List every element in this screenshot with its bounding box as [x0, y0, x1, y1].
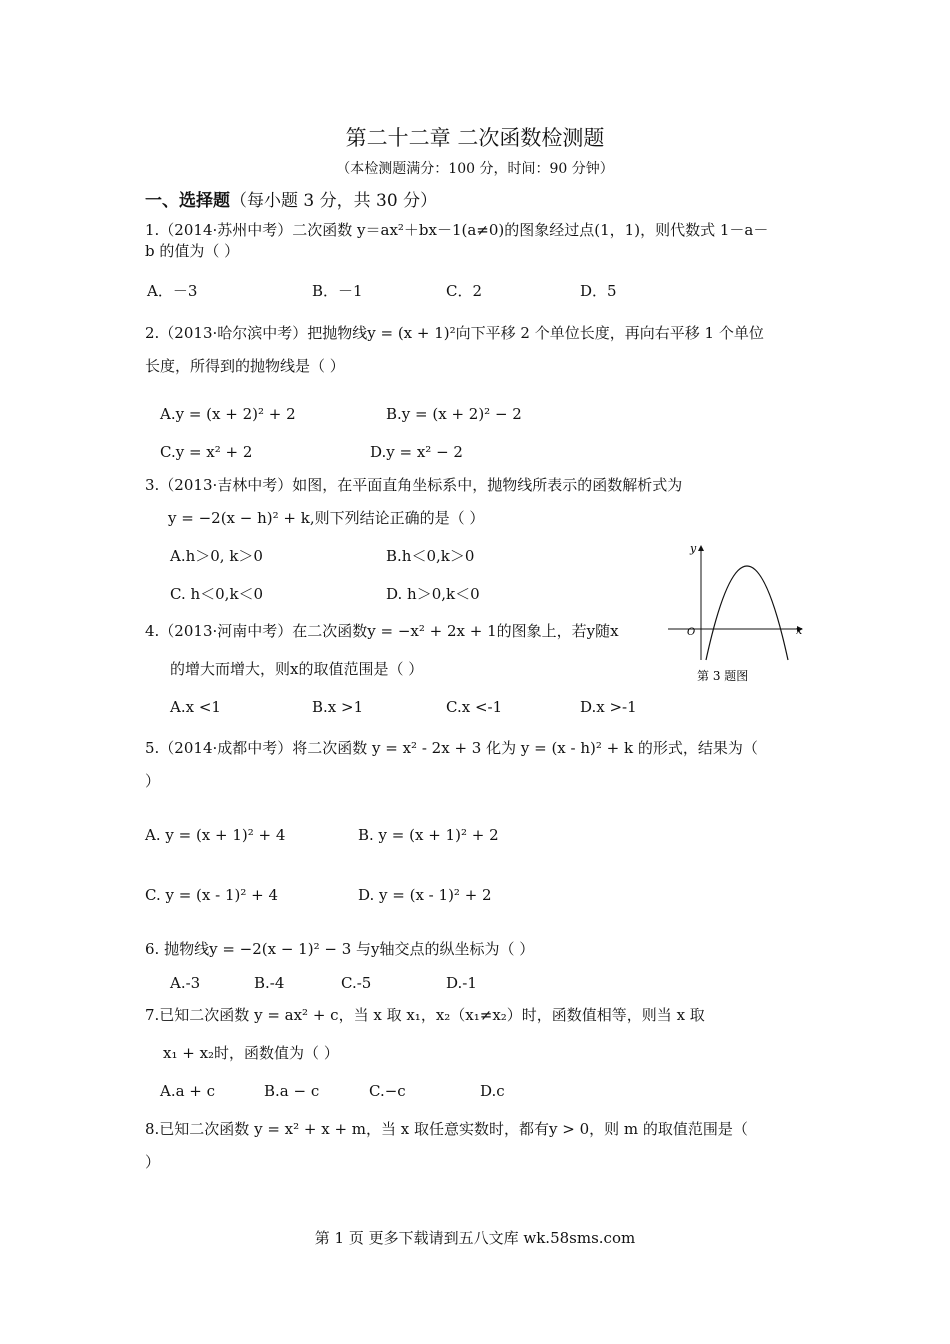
q5-option-c: C. y = (x - 1)² + 4: [145, 886, 279, 904]
q5-option-a: A. y = (x + 1)² + 4: [145, 826, 286, 844]
q7-option-a: A.a + c: [160, 1082, 216, 1100]
q5-option-d: D. y = (x - 1)² + 2: [358, 886, 492, 904]
q7-line1: 7.已知二次函数 y = ax² + c，当 x 取 x₁，x₂（x₁≠x₂）时，函数值相等，则当 x 取: [145, 1006, 705, 1024]
section-note: （每小题 3 分，共 30 分）: [230, 191, 438, 211]
q2-line2: 长度，所得到的抛物线是（ ）: [145, 357, 345, 375]
q2-option-c: C.y = x² + 2: [160, 443, 253, 461]
q8-line2: ）: [145, 1153, 161, 1171]
q5-option-b: B. y = (x + 1)² + 2: [358, 826, 499, 844]
q7-option-b: B.a − c: [264, 1082, 320, 1100]
q5-line2: ）: [145, 772, 161, 790]
q1-option-b: B．－1: [312, 282, 363, 300]
q4-option-a: A.x <1: [170, 698, 221, 716]
x-axis-label: x: [796, 624, 803, 637]
page-title: 第二十二章 二次函数检测题: [345, 126, 605, 150]
q1-option-a: A．－3: [147, 282, 198, 300]
q3-parabola-figure: [668, 540, 808, 700]
q4-line1: 4.（2013·河南中考）在二次函数y = −x² + 2x + 1的图象上，若y随x: [145, 622, 619, 640]
q1-option-c: C．2: [446, 282, 483, 300]
q7-option-c: C.−c: [369, 1082, 406, 1100]
q6-option-c: C.-5: [341, 974, 372, 992]
q3-option-d: D. h＞0,k＜0: [386, 585, 480, 603]
q7-line2: x₁ + x₂时，函数值为（ ）: [163, 1044, 339, 1062]
q4-option-c: C.x <-1: [446, 698, 503, 716]
origin-label: O: [687, 627, 696, 638]
q3-option-b: B.h＜0,k＞0: [386, 547, 475, 565]
q6-line1: 6. 抛物线y = −2(x − 1)² − 3 与y轴交点的纵坐标为（ ）: [145, 940, 535, 958]
q8-line1: 8.已知二次函数 y = x² + x + m，当 x 取任意实数时，都有y > 0，则 m 的取值范围是（: [145, 1120, 748, 1138]
q3-line2: y = −2(x − h)² + k,则下列结论正确的是（ ）: [168, 509, 485, 527]
figure-caption: 第 3 题图: [697, 669, 749, 683]
parabola-curve: [706, 566, 788, 660]
page-footer: 第 1 页 更多下载请到五八文库 wk.58sms.com: [314, 1229, 636, 1247]
q4-line2: 的增大而增大，则x的取值范围是（ ）: [170, 660, 424, 678]
q1-option-d: D．5: [580, 282, 617, 300]
q7-option-d: D.c: [480, 1082, 505, 1100]
y-axis-label: y: [690, 542, 697, 555]
q2-line1: 2.（2013·哈尔滨中考）把抛物线y = (x + 1)²向下平移 2 个单位长度，再向右平移 1 个单位: [145, 324, 764, 342]
q6-option-a: A.-3: [170, 974, 201, 992]
q1-line1: 1.（2014·苏州中考）二次函数 y＝ax²＋bx－1(a≠0)的图象经过点(1，1)，则代数式 1－a－: [145, 221, 769, 239]
q2-option-d: D.y = x² − 2: [370, 443, 463, 461]
section-heading: [145, 186, 437, 211]
q3-option-c: C. h＜0,k＜0: [170, 585, 264, 603]
q1-line2: b 的值为（ ）: [145, 242, 240, 260]
q5-line1: 5.（2014·成都中考）将二次函数 y = x² - 2x + 3 化为 y = (x - h)² + k 的形式，结果为（: [145, 739, 758, 757]
section-title: 一、选择题: [145, 191, 230, 211]
q4-option-b: B.x >1: [312, 698, 364, 716]
q3-option-a: A.h＞0, k＞0: [170, 547, 263, 565]
q2-option-a: A.y = (x + 2)² + 2: [160, 405, 296, 423]
q6-option-d: D.-1: [446, 974, 477, 992]
q4-option-d: D.x >-1: [580, 698, 637, 716]
q2-option-b: B.y = (x + 2)² − 2: [386, 405, 522, 423]
page-subtitle: （本检测题满分：100 分，时间：90 分钟）: [336, 161, 614, 177]
q6-option-b: B.-4: [254, 974, 285, 992]
q3-line1: 3.（2013·吉林中考）如图，在平面直角坐标系中，抛物线所表示的函数解析式为: [145, 476, 683, 494]
